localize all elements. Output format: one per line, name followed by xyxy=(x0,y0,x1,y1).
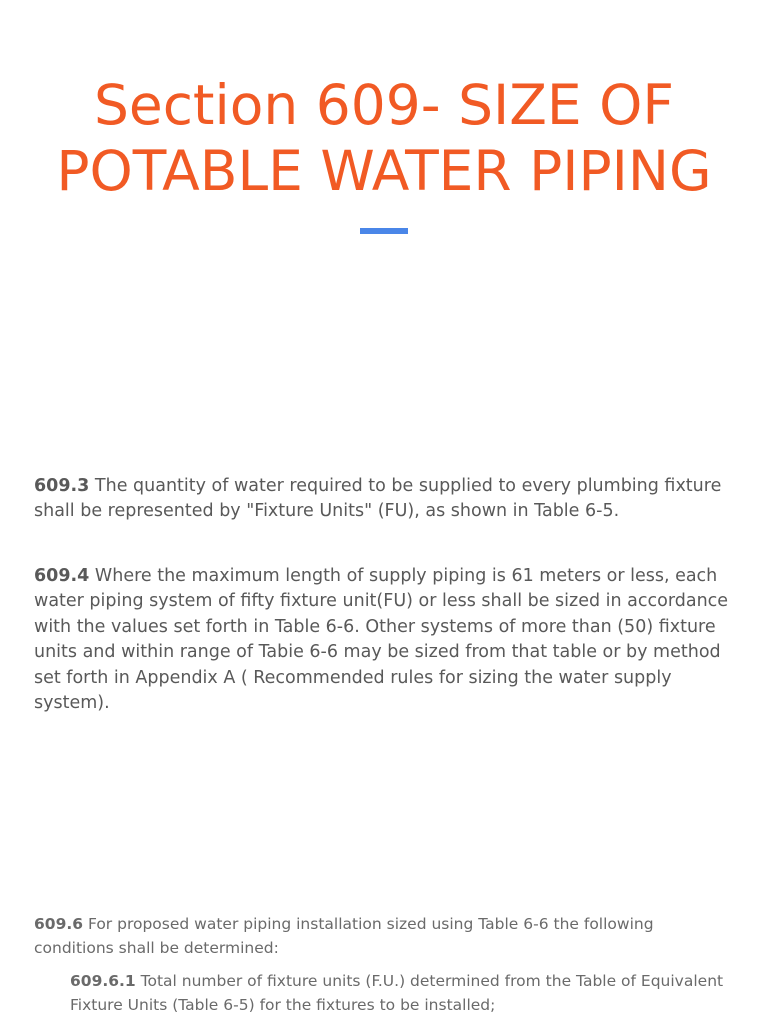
title-accent-bar xyxy=(360,228,408,234)
section-text: The quantity of water required to be supplied to every plumbing fixture shall be represented by "Fixture Units" (FU), as shown in Table 6-5. xyxy=(34,476,722,522)
section-text: For proposed water piping installation sized using Table 6-6 the following conditions shall be determined: xyxy=(34,915,654,957)
section-609-4-paragraph xyxy=(34,564,734,716)
section-number: 609.3 xyxy=(34,476,90,496)
title-line-1: Section 609- SIZE OF xyxy=(93,73,675,137)
section-text: Where the maximum length of supply piping is 61 meters or less, each water piping system of fifty fixture unit(FU) or less shall be sized in accordance with the values set forth in Table 6-6. Other systems of more than (50) fixture units and within range of Tabie 6-6 may be sized from that table or by method set forth in Appendix A ( Recommended rules for sizing the water supply system). xyxy=(34,566,729,714)
section-text: Total number of fixture units (F.U.) determined from the Table of Equivalent Fixture Units (Table 6-5) for the fixtures to be installed; xyxy=(70,972,724,1014)
section-609-3-paragraph xyxy=(34,474,734,525)
title-line-2: POTABLE WATER PIPING xyxy=(56,139,712,203)
section-number: 609.4 xyxy=(34,566,90,586)
section-number: 609.6 xyxy=(34,915,84,933)
section-number: 609.6.1 xyxy=(70,972,136,990)
section-609-6-paragraph xyxy=(34,913,734,960)
page-title xyxy=(0,72,768,204)
section-609-6-1-paragraph xyxy=(70,970,730,1017)
